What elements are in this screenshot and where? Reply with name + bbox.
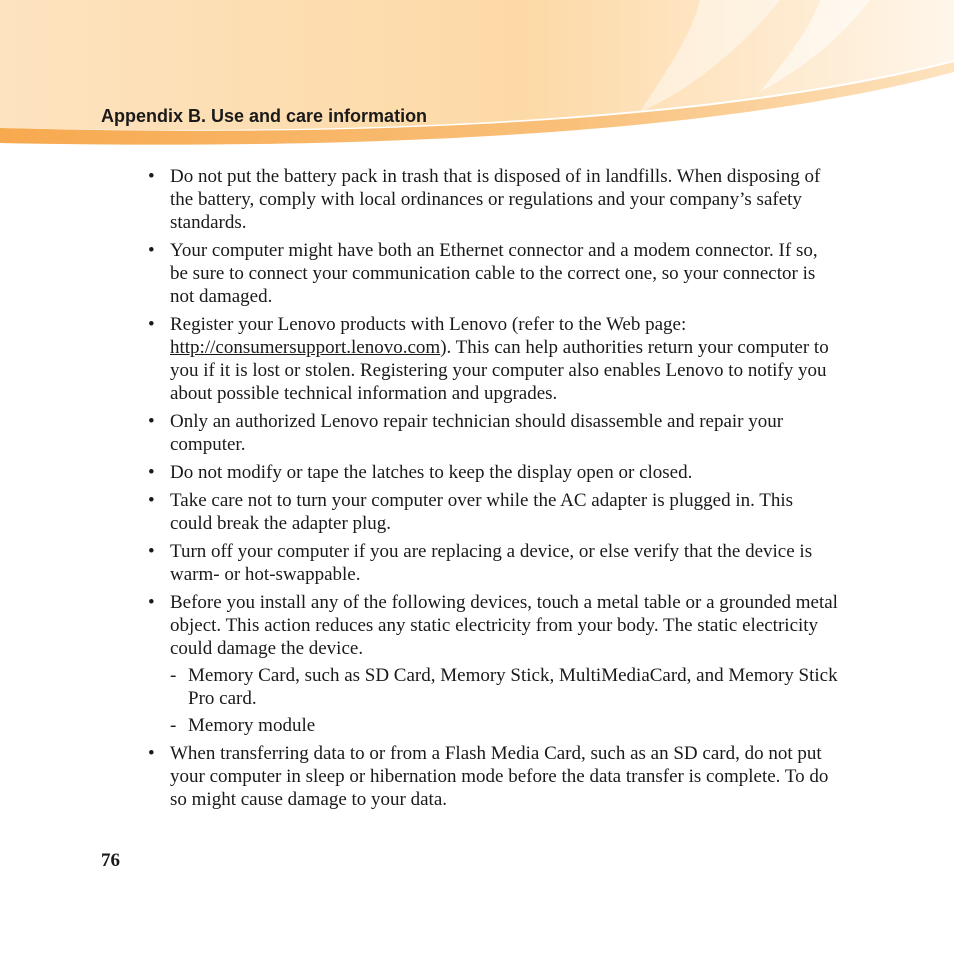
list-item-text: Take care not to turn your computer over while the AC adapter is plugged in. This could break the adapter plug. (170, 490, 794, 534)
list-item (148, 461, 838, 484)
bullet-symbol: • (148, 166, 155, 187)
bullet-symbol: • (148, 743, 155, 764)
bullet-symbol: • (148, 314, 155, 335)
list-item-text-post: ). This can help authorities return your computer to you if it is lost or stolen. Registering your computer also enables Lenovo to notify you about possible technical information and upgrades. (170, 337, 829, 404)
dash-symbol: - (170, 665, 177, 686)
bullet-symbol: • (148, 240, 155, 261)
list-item (148, 742, 838, 811)
bullet-symbol: • (148, 411, 155, 432)
dash-symbol: - (170, 715, 177, 736)
page-number: 76 (101, 850, 120, 871)
list-item (148, 239, 838, 308)
list-item (148, 410, 838, 456)
list-item-text: Turn off your computer if you are replacing a device, or else verify that the device is warm- or hot-swappable. (170, 541, 813, 585)
list-item (148, 313, 838, 405)
sub-list-item-text: Memory Card, such as SD Card, Memory Stick, MultiMediaCard, and Memory Stick Pro card. (188, 665, 838, 709)
list-item-text: Your computer might have both an Ethernet connector and a modem connector. If so, be sure to connect your communication cable to the correct one, so your connector is not damaged. (170, 240, 818, 307)
list-item-text: Before you install any of the following devices, touch a metal table or a grounded metal object. This action reduces any static electricity from your body. The static electricity could damage the device. (170, 592, 838, 659)
page-body (148, 165, 838, 816)
chapter-header-title: Appendix B. Use and care information (101, 106, 428, 126)
list-item (148, 489, 838, 535)
list-item (148, 591, 838, 737)
list-item (148, 165, 838, 234)
list-item-text-pre: Register your Lenovo products with Lenovo (refer to the Web page: (170, 314, 687, 335)
list-item (148, 540, 838, 586)
sub-list-item-text: Memory module (188, 715, 316, 736)
support-website-link[interactable]: http://consumersupport.lenovo.com (170, 337, 441, 358)
sub-list-item (170, 664, 838, 710)
bullet-symbol: • (148, 541, 155, 562)
bullet-symbol: • (148, 592, 155, 613)
sub-list-item (170, 714, 838, 737)
bullet-symbol: • (148, 490, 155, 511)
bullet-symbol: • (148, 462, 155, 483)
list-item-text: Do not put the battery pack in trash that is disposed of in landfills. When disposing of the battery, comply with local ordinances or regulations and your company’s safety standards. (170, 166, 821, 233)
list-item-text: When transferring data to or from a Flash Media Card, such as an SD card, do not put your computer in sleep or hibernation mode before the data transfer is complete. To do so might cause damage to your data. (170, 743, 829, 810)
header-decorative-band (0, 0, 954, 150)
list-item-text: Do not modify or tape the latches to keep the display open or closed. (170, 462, 693, 483)
list-item-text: Only an authorized Lenovo repair technician should disassemble and repair your computer. (170, 411, 784, 455)
